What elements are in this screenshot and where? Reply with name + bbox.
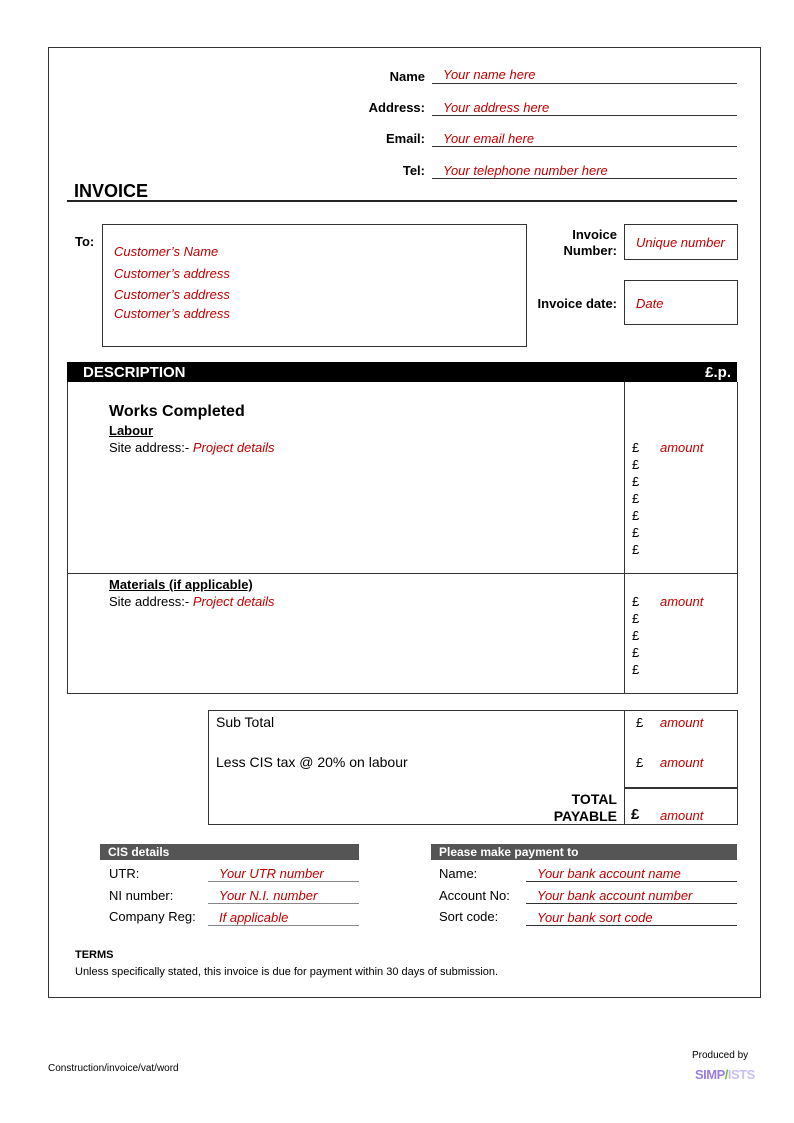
simplists-logo: SIMP/ISTS (695, 1067, 755, 1082)
bank-name-label: Name: (439, 866, 478, 881)
total-label: TOTAL (571, 791, 617, 807)
pound-sign: £ (632, 525, 640, 540)
email-label: Email: (385, 131, 425, 146)
company-reg-field[interactable] (208, 909, 359, 926)
site-label: Site address:- (109, 594, 190, 609)
bank-name-field[interactable] (526, 865, 737, 882)
terms-text: Unless specifically stated, this invoice is due for payment within 30 days of submission. (75, 966, 499, 978)
account-no-value: Your bank account number (537, 888, 693, 903)
materials-site-line (109, 594, 274, 609)
invoice-date-label: Invoice date: (537, 296, 617, 311)
works-completed-title: Works Completed (109, 403, 245, 420)
site-label: Site address:- (109, 440, 190, 455)
company-reg-label: Company Reg: (109, 909, 196, 924)
sort-code-value: Your bank sort code (537, 910, 653, 925)
pound-sign: £ (632, 474, 640, 489)
address-field[interactable] (432, 99, 737, 116)
account-no-field[interactable] (526, 887, 737, 904)
address-value: Your address here (443, 100, 550, 115)
subtotal-label: Sub Total (216, 714, 275, 730)
totals-divider (624, 710, 625, 824)
tel-field[interactable] (432, 162, 737, 179)
account-no-label: Account No: (439, 888, 510, 903)
invoice-date-field[interactable] (624, 280, 738, 325)
utr-field[interactable] (208, 865, 359, 882)
tel-value: Your telephone number here (443, 163, 608, 178)
table-header (67, 362, 737, 382)
cis-tax-amount[interactable]: amount (660, 755, 704, 770)
email-value: Your email here (443, 131, 535, 146)
amount-header: £.p. (705, 364, 731, 381)
utr-value: Your UTR number (219, 866, 324, 881)
invoice-title: INVOICE (74, 181, 149, 201)
pound-sign: £ (632, 594, 640, 609)
row-divider (67, 573, 737, 574)
total-payable-label (500, 791, 617, 825)
ni-value: Your N.I. number (219, 888, 318, 903)
materials-title: Materials (if applicable) (109, 577, 253, 592)
pound-sign: £ (636, 755, 644, 770)
pound-sign: £ (632, 457, 640, 472)
pound-sign: £ (632, 628, 640, 643)
labour-title: Labour (109, 423, 154, 438)
description-header: DESCRIPTION (83, 364, 186, 381)
invoice-number-field[interactable] (624, 224, 738, 260)
customer-box[interactable] (102, 224, 527, 347)
pound-sign: £ (632, 542, 640, 557)
payment-header: Please make payment to (431, 844, 737, 860)
ni-field[interactable] (208, 887, 359, 904)
invoice-number-value: Unique number (636, 235, 725, 250)
sort-code-field[interactable] (526, 909, 737, 926)
pound-sign: £ (636, 715, 644, 730)
customer-address: Customer’s address (114, 287, 230, 302)
project-details[interactable]: Project details (192, 440, 275, 455)
labour-site-line (109, 440, 274, 455)
customer-address: Customer’s address (114, 306, 230, 321)
sort-code-label: Sort code: (439, 909, 499, 924)
total-divider (624, 787, 737, 789)
pound-sign: £ (632, 491, 640, 506)
title-divider (67, 200, 737, 202)
labour-amount[interactable]: amount (660, 440, 704, 455)
bank-name-value: Your bank account name (537, 866, 681, 881)
pound-sign: £ (631, 806, 640, 823)
name-label: Name (389, 69, 425, 84)
email-field[interactable] (432, 130, 737, 147)
terms-title: TERMS (75, 949, 114, 961)
utr-label: UTR: (109, 866, 140, 881)
pound-sign: £ (632, 662, 640, 677)
pound-sign: £ (632, 508, 640, 523)
materials-amount[interactable]: amount (660, 594, 704, 609)
to-label: To: (75, 234, 95, 249)
invoice-date-value: Date (636, 296, 664, 311)
column-divider (624, 382, 625, 694)
name-field[interactable] (432, 66, 737, 84)
footer-doc-path: Construction/invoice/vat/word (48, 1063, 179, 1074)
customer-address: Customer’s address (114, 266, 230, 281)
customer-name: Customer’s Name (114, 244, 219, 259)
cis-tax-label: Less CIS tax @ 20% on labour (216, 754, 408, 770)
payable-label: PAYABLE (553, 808, 617, 824)
name-value: Your name here (443, 67, 536, 82)
pound-sign: £ (632, 611, 640, 626)
produced-by-label: Produced by (692, 1050, 749, 1061)
project-details[interactable]: Project details (192, 594, 275, 609)
tel-label: Tel: (402, 163, 425, 178)
pound-sign: £ (632, 645, 640, 660)
invoice-number-label: Number: (563, 243, 617, 258)
invoice-number-label: Invoice (572, 227, 617, 242)
ni-label: NI number: (109, 888, 174, 903)
company-reg-value: If applicable (219, 910, 289, 925)
cis-details-header: CIS details (100, 844, 359, 860)
pound-sign: £ (632, 440, 640, 455)
subtotal-amount[interactable]: amount (660, 715, 704, 730)
total-amount[interactable]: amount (660, 808, 704, 823)
address-label: Address: (368, 100, 425, 115)
